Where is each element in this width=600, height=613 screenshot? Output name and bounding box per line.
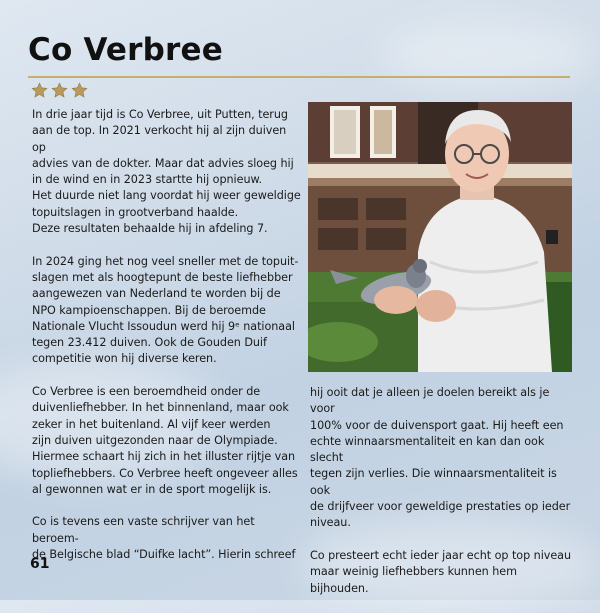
paragraph: hij ooit dat je alleen je doelen bereikt als je voor 100% voor de duivensport gaat. Hij heeft een echte winnaarsmentaliteit en kan dan ook slecht tegen zijn verlies. Die winnaarsmentaliteit is ook de drijfveer voor geweldige prestaties op ieder niveau. [310, 386, 571, 530]
background-cloud [380, 20, 600, 90]
paragraph: In drie jaar tijd is Co Verbree, uit Putten, terug aan de top. In 2021 verkocht hij al zijn duiven op advies van de dokter. Maar dat advies sloeg hij in de wind en in 2023 startte hij opnieuw. Het duurde niet lang voordat hij weer geweldige topuitslagen in grootverband haalde. Deze resultaten behaalde hij in afdeling 7. [32, 108, 301, 236]
paragraph: Co Verbree is een beroemdheid onder de duivenliefhebber. In het binnenland, maar ook zeker in het buitenland. Al vijf keer werden zijn duiven uitgezonden naar de Olympiade. Hiermee schaart hij zich in het illuster rijtje van topliefhebbers. Co Verbree heeft ongeveer alles al gewonnen wat er in de sport mogelijk is. [32, 385, 298, 496]
paragraph: In 2024 ging het nog veel sneller met de topuit- slagen met als hoogtepunt de beste liefhebber aangewezen van Nederland te worden bij de NPO kampioenschappen. Bij de beroemde Nationale Vlucht Issoudun werd hij 9ᵉ nationaal tegen 23.412 duiven. Ook de Gouden Duif competitie won hij diverse keren. [32, 254, 299, 366]
right-text-column [310, 385, 572, 613]
paragraph: Co presteert echt ieder jaar echt op top niveau maar weinig liefhebbers kunnen hem bijhouden. [310, 548, 572, 595]
title-divider [28, 76, 570, 78]
portrait-illustration [308, 102, 572, 372]
left-text-column [32, 107, 302, 580]
star-icon [31, 82, 48, 99]
page-number: 61 [30, 556, 50, 572]
paragraph: Co is tevens een vaste schrijver van het beroem- de Belgische blad “Duifke lacht”. Hierin schreef [32, 515, 296, 562]
article-title: Co Verbree [28, 32, 223, 68]
portrait-photo [308, 102, 572, 372]
star-icon [71, 82, 88, 99]
star-rating [31, 82, 88, 99]
star-icon [51, 82, 68, 99]
